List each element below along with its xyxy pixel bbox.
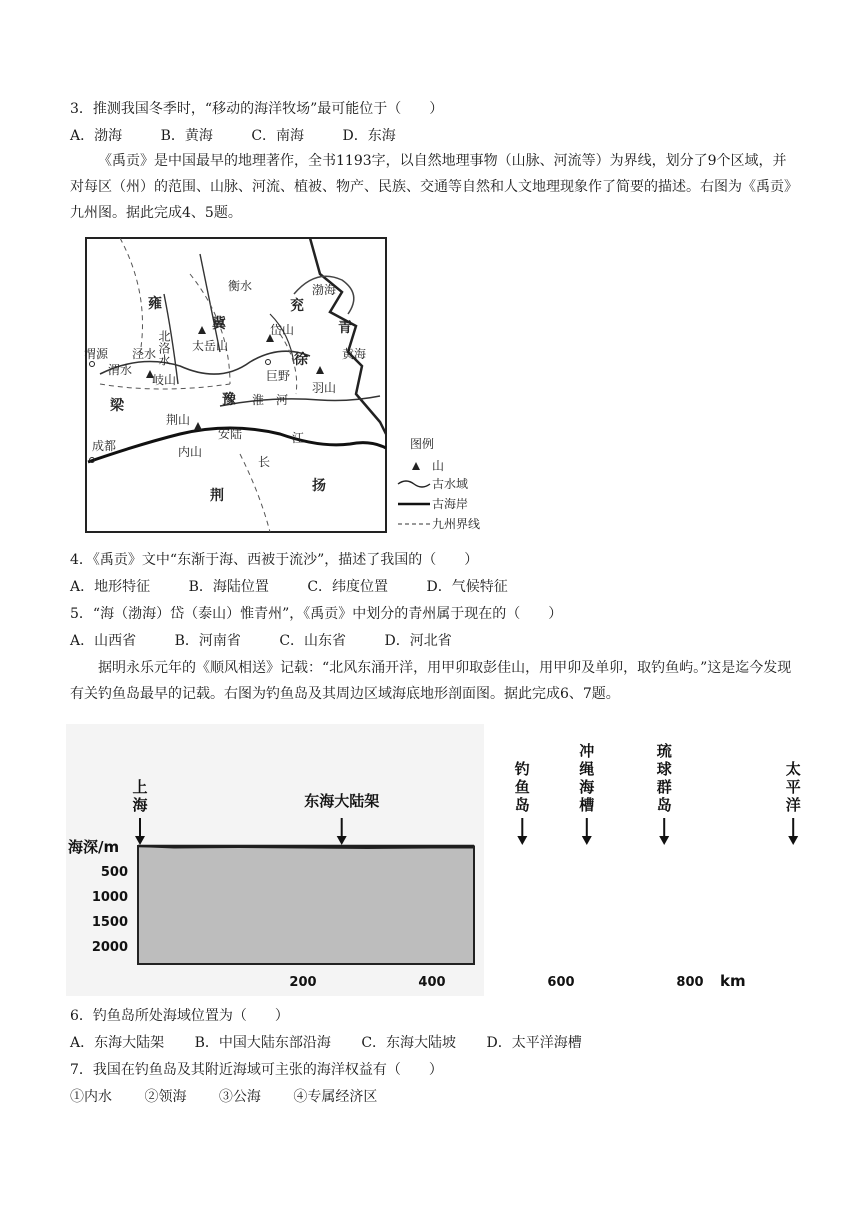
q3-option-b: B．黄海 [160,128,213,144]
label-bei-luo: 北洛水 [157,330,171,366]
profile-top-label [579,742,595,845]
q6-option-b: B．中国大陆东部沿海 [194,1035,331,1051]
region-jing: 荆 [210,488,224,504]
svg-text:太平洋: 太平洋 [785,760,801,814]
q7-option-2: ②领海 [144,1089,187,1105]
q7-option-3: ③公海 [218,1089,261,1105]
xtick-label: 800 [676,975,704,990]
seabed-area [138,846,474,964]
q3-option-a: A．渤海 [70,128,123,144]
ytick-label: 500 [100,865,128,880]
label-chang: 长 [258,455,271,469]
label-jingshan: 荆山 [166,413,191,427]
q5-option-d: D．河北省 [384,633,452,649]
q4-stem: 4．《禹贡》文中“东渐于海、西被于流沙”，描述了我国的（ ） [70,552,479,568]
xtick-label: 600 [547,975,575,990]
svg-text:琉球群岛: 琉球群岛 [656,742,672,814]
q3-options [70,126,430,146]
q6-stem: 6．钓鱼岛所处海域位置为（ ） [70,1008,289,1024]
q4-option-a: A．地形特征 [70,579,151,595]
seabed-profile-chart [66,724,801,996]
q7-stem: 7．我国在钓鱼岛及其附近海域可主张的海洋权益有（ ） [70,1062,443,1078]
profile-top-label [514,760,530,845]
xtick-label: 200 [289,975,317,990]
label-bohai: 渤海 [312,283,337,297]
q7-option-1: ①内水 [70,1089,112,1105]
profile-top-label [656,742,672,845]
q6-option-a: A．东海大陆架 [70,1035,165,1051]
region-ji: 冀 [212,316,226,332]
q6-option-c: C．东海大陆坡 [361,1035,457,1051]
svg-text:上海: 上海 [132,778,148,814]
q3-option-c: C．南海 [251,128,305,144]
q5-option-c: C．山东省 [279,633,347,649]
passage-yugong: 《禹贡》是中国最早的地理著作，全书1193字，以自然地理事物（山脉、河流等）为界线，划分了9个区域，并对每区（州）的范围、山脉、河流、植被、物产、民族、交通等自然和人文地理现象作了简要的描述。右图为《禹贡》九州图。据此完成4、5题。 [70,153,798,221]
label-weiyuan: 渭源 [84,347,109,361]
ytick-label: 2000 [91,940,128,955]
ytick-label: 1500 [91,915,128,930]
label-neishan: 内山 [178,445,203,459]
passage-diaoyu: 据明永乐元年的《顺风相送》记载：“北风东涌开洋，用甲卯取彭佳山，用甲卯及单卯，取钓鱼屿。”这是迄今发现有关钓鱼岛最早的记载。右图为钓鱼岛及其周边区域海底地形剖面图。据此完成6、7题。 [70,660,792,702]
region-yong: 雍 [148,296,162,312]
legend-water: 古水域 [432,477,469,491]
region-liang: 梁 [110,398,124,414]
xtick-label: 400 [418,975,446,990]
ytick-label: 1000 [91,890,128,905]
svg-text:东海大陆架: 东海大陆架 [304,792,380,810]
profile-top-label [786,760,801,845]
region-xu: 徐 [294,352,308,368]
label-jiang: 江 [292,431,305,445]
legend-coast: 古海岸 [432,497,469,511]
q5-option-b: B．河南省 [174,633,241,649]
q5-stem: 5．“海（渤海）岱（泰山）惟青州”，《禹贡》中划分的青州属于现在的（ ） [70,606,563,622]
legend-boundary: 九州界线 [432,517,481,531]
q3-stem: 3．推测我国冬季时，“移动的海洋牧场”最可能位于（ ） [70,101,444,117]
label-huaihe: 淮 河 [252,393,289,407]
q6-option-d: D．太平洋海槽 [486,1035,582,1051]
region-yu: 豫 [222,392,236,408]
label-daishan: 岱山 [270,323,295,337]
label-qishan: 岐山 [152,373,177,387]
legend-mountain: 山 [432,459,445,473]
jiuzhou-map [80,234,494,538]
label-anlu: 安陆 [218,427,243,441]
q4-option-b: B．海陆位置 [188,579,269,595]
label-chengdu: 成都 [92,439,117,453]
q6-options [70,1033,616,1053]
profile-xunit: km [720,972,746,990]
q3-option-d: D．东海 [342,128,396,144]
legend-title: 图例 [410,437,435,451]
q4-options [70,577,542,597]
region-qing: 青 [338,320,352,336]
label-juye: 巨野 [266,369,291,383]
q4-option-d: D．气候特征 [426,579,508,595]
label-jingshui: 泾水 [132,347,157,361]
q7-option-4: ④专属经济区 [293,1089,378,1105]
q7-options [70,1087,411,1107]
q4-option-c: C．纬度位置 [307,579,389,595]
q5-options [70,631,486,651]
label-taiyue: 太岳山 [192,339,229,353]
q5-option-a: A．山西省 [70,633,137,649]
label-huanghai: 黄海 [342,347,367,361]
svg-text:钓鱼岛: 钓鱼岛 [514,760,530,814]
map-legend [398,436,480,531]
label-yishan: 羽山 [312,381,337,395]
region-yang: 扬 [312,478,326,494]
label-hengshui: 衡水 [228,279,253,293]
svg-text:冲绳海槽: 冲绳海槽 [579,742,595,814]
region-yan: 兖 [290,298,304,314]
profile-ylabel: 海深/m [68,838,120,856]
label-weishui: 渭水 [108,363,133,377]
